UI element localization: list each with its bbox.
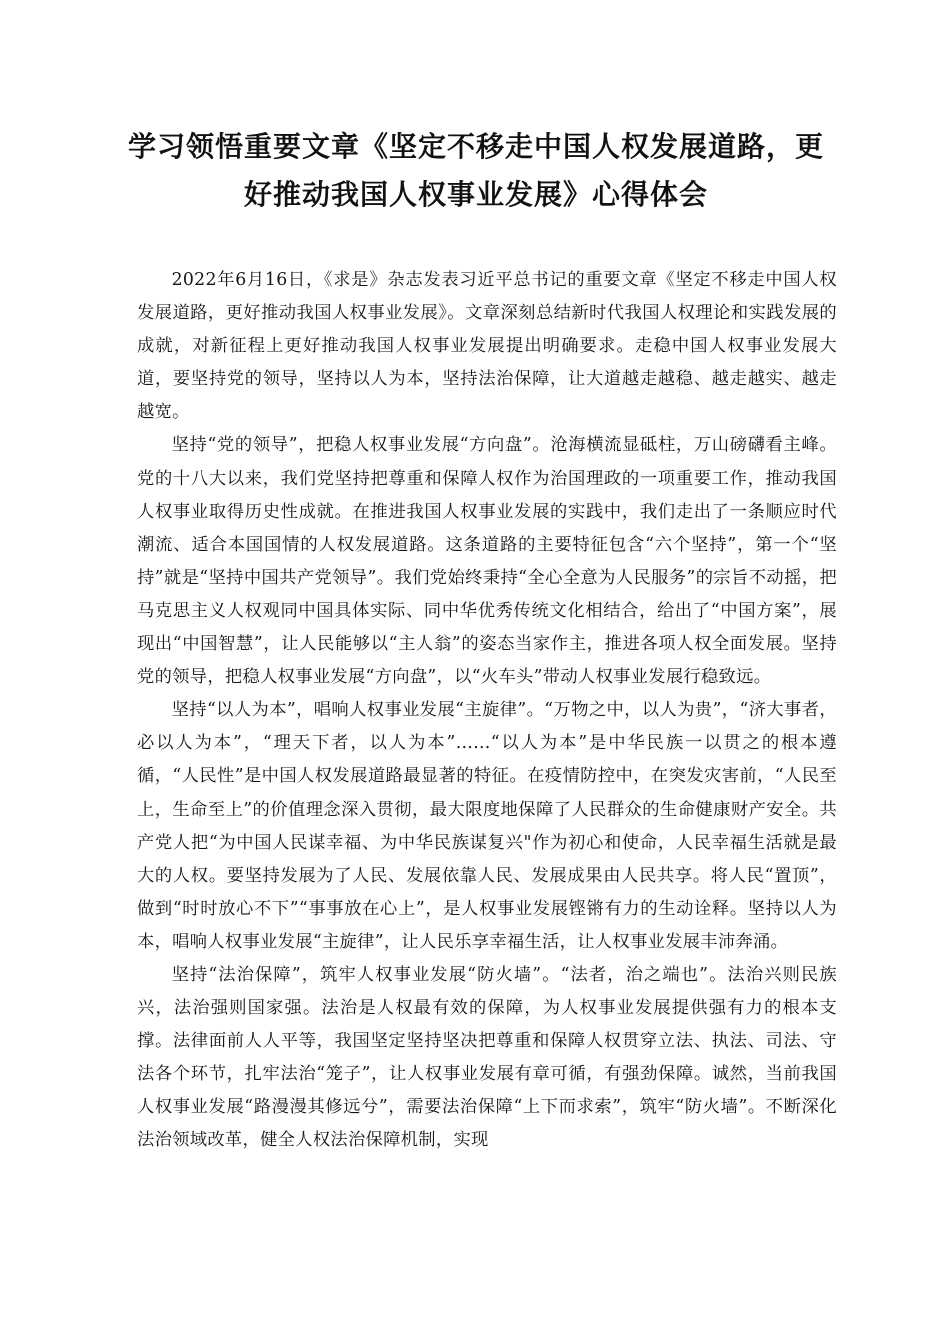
document-body	[137, 264, 837, 1158]
paragraph-rule-of-law: 坚持“法治保障”，筑牢人权事业发展“防火墙”。“法者，治之端也”。法治兴则民族兴，法治强则国家强。法治是人权最有效的保障，为人权事业发展提供强有力的根本支撑。法律面前人人平等，我国坚定坚持坚决把尊重和保障人权贯穿立法、执法、司法、守法各个环节，扎牢法治“笼子”，让人权事业发展有章可循，有强劲保障。诚然，当前我国人权事业发展“路漫漫其修远兮”，需要法治保障“上下而求索”，筑牢“防火墙”。不断深化法治领域改革，健全人权法治保障机制，实现	[137, 964, 837, 1151]
paragraph-people-centered: 坚持“以人为本”，唱响人权事业发展“主旋律”。“万物之中，以人为贵”，“济大事者，必以人为本”，“理天下者，以人为本”……“以人为本”是中华民族一以贯之的根本遵循，“人民性”是中国人权发展道路最显著的特征。在疫情防控中，在突发灾害前，“人民至上，生命至上”的价值理念深入贯彻，最大限度地保障了人民群众的生命健康财产安全。共产党人把“为中国人民谋幸福、为中华民族谋复兴"作为初心和使命，人民幸福生活就是最大的人权。要坚持发展为了人民、发展依靠人民、发展成果由人民共享。将人民“置顶”，做到“时时放心不下”“事事放在心上”，是人权事业发展铿锵有力的生动诠释。坚持以人为本，唱响人权事业发展“主旋律”，让人民乐享幸福生活，让人权事业发展丰沛奔涌。	[137, 700, 837, 952]
paragraph-party-leadership: 坚持“党的领导”，把稳人权事业发展“方向盘”。沧海横流显砥柱，万山磅礴看主峰。党的十八大以来，我们党坚持把尊重和保障人权作为治国理政的一项重要工作，推动我国人权事业取得历史性成就。在推进我国人权事业发展的实践中，我们走出了一条顺应时代潮流、适合本国国情的人权发展道路。这条道路的主要特征包含“六个坚持”，第一个“坚持”就是“坚持中国共产党领导”。我们党始终秉持“全心全意为人民服务”的宗旨不动摇，把马克思主义人权观同中国具体实际、同中华优秀传统文化相结合，给出了“中国方案”，展现出“中国智慧”，让人民能够以“主人翁”的姿态当家作主，推进各项人权全面发展。坚持党的领导，把稳人权事业发展“方向盘”，以“火车头”带动人权事业发展行稳致远。	[137, 435, 837, 688]
paragraph-intro: 2022年6月16日，《求是》杂志发表习近平总书记的重要文章《坚定不移走中国人权发展道路，更好推动我国人权事业发展》。文章深刻总结新时代我国人权理论和实践发展的成就，对新征程上更好推动我国人权事业发展提出明确要求。走稳中国人权事业发展大道，要坚持党的领导，坚持以人为本，坚持法治保障，让大道越走越稳、越走越实、越走越宽。	[137, 270, 837, 423]
document-title: 学习领悟重要文章《坚定不移走中国人权发展道路，更好推动我国人权事业发展》心得体会	[127, 130, 824, 211]
